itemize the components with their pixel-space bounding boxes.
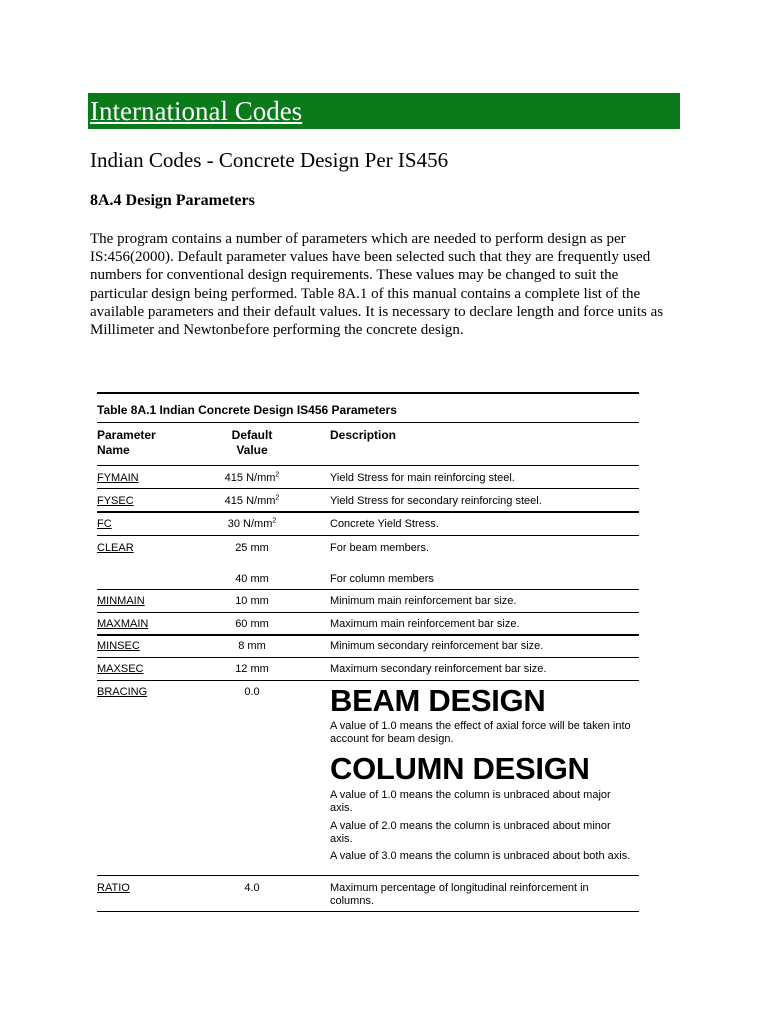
- column-design-text: A value of 2.0 means the column is unbraced about minor: [330, 820, 611, 832]
- param-description: For beam members.: [330, 542, 430, 554]
- param-default: 4.0: [244, 882, 260, 894]
- table-row: [97, 613, 639, 634]
- param-default: 415 $N/mm^2$: [224, 471, 280, 484]
- table-row: [97, 658, 639, 680]
- param-default: 30 $N/mm^2$: [227, 517, 277, 530]
- param-name: CLEAR: [97, 542, 134, 554]
- header-parameter-name: Parameter Name: [97, 428, 156, 457]
- param-description: Minimum secondary reinforcement bar size.: [330, 640, 544, 652]
- title-banner: [88, 93, 680, 129]
- intro-paragraph: [90, 230, 690, 339]
- param-description: Concrete Yield Stress.: [330, 518, 439, 530]
- param-default: 8 mm: [238, 640, 266, 652]
- intro-line: particular design being performed. Table 8A.1 of this manual contains a complete list of the: [90, 285, 641, 302]
- param-default: 10 mm: [235, 595, 269, 607]
- column-design-text: A value of 3.0 means the column is unbraced about both axis.: [330, 850, 631, 862]
- param-name: MAXSEC: [97, 663, 144, 675]
- param-default: 0.0: [244, 686, 260, 698]
- param-description: For column members: [330, 573, 434, 585]
- intro-line: available parameters and their default values. It is necessary to declare length and force units as: [90, 303, 664, 320]
- param-description: Maximum percentage of longitudinal reinforcement in columns.: [330, 882, 589, 907]
- param-name: RATIO: [97, 882, 130, 894]
- param-default: 60 mm: [235, 618, 269, 630]
- column-design-text: axis.: [330, 802, 353, 814]
- header-default-value: Default Value: [231, 428, 273, 457]
- header-description: Description: [330, 428, 397, 442]
- param-description: Minimum main reinforcement bar size.: [330, 595, 517, 607]
- intro-line: numbers for conventional design requirements. These values may be changed to suit the: [90, 267, 619, 284]
- table-row: [97, 681, 639, 875]
- table-row: [97, 636, 639, 657]
- param-default: 415 $N/mm^2$: [224, 494, 280, 507]
- section-heading: 8A.4 Design Parameters: [90, 192, 255, 209]
- beam-design-text: A value of 1.0 means the effect of axial force will be taken into: [330, 720, 631, 732]
- intro-line: Millimeter and Newtonbefore performing the concrete design.: [90, 322, 464, 339]
- table-row: [97, 876, 639, 911]
- param-default: 25 mm: [235, 542, 269, 554]
- param-description: Yield Stress for secondary reinforcing steel.: [330, 495, 542, 507]
- param-name: FYMAIN: [97, 472, 139, 484]
- column-design-text: A value of 1.0 means the column is unbraced about major: [330, 789, 611, 801]
- param-name: MINMAIN: [97, 595, 145, 607]
- table-caption: Table 8A.1 Indian Concrete Design IS456 Parameters: [97, 403, 397, 417]
- page-subtitle: Indian Codes - Concrete Design Per IS456: [90, 148, 449, 172]
- beam-design-heading: BEAM DESIGN: [330, 683, 546, 718]
- param-description: Maximum main reinforcement bar size.: [330, 618, 520, 630]
- param-name: MINSEC: [97, 640, 140, 652]
- param-name: MAXMAIN: [97, 618, 149, 630]
- intro-line: IS:456(2000). Default parameter values have been selected such that they are frequently used: [90, 249, 651, 266]
- param-description: Yield Stress for main reinforcing steel.: [330, 472, 515, 484]
- table-row: [97, 466, 639, 488]
- table-bottom-rule: [97, 911, 639, 912]
- intro-line: The program contains a number of parameters which are needed to perform design as per: [90, 231, 626, 247]
- param-name: FYSEC: [97, 495, 134, 507]
- table-row: [97, 489, 639, 511]
- table-row: [97, 590, 639, 612]
- parameters-table: [97, 392, 639, 912]
- param-default: 40 mm: [235, 573, 269, 585]
- table-row: [97, 536, 639, 589]
- param-description: [330, 684, 640, 863]
- beam-design-text: account for beam design.: [330, 733, 454, 745]
- banner-title: International Codes: [90, 96, 303, 126]
- param-name: FC: [97, 518, 112, 530]
- column-design-text: axis.: [330, 833, 353, 845]
- param-description: Maximum secondary reinforcement bar size.: [330, 663, 547, 675]
- param-name: BRACING: [97, 686, 148, 698]
- param-default: 12 mm: [235, 663, 269, 675]
- table-header-row: [97, 423, 639, 465]
- table-row: [97, 513, 639, 535]
- column-design-heading: COLUMN DESIGN: [330, 751, 590, 786]
